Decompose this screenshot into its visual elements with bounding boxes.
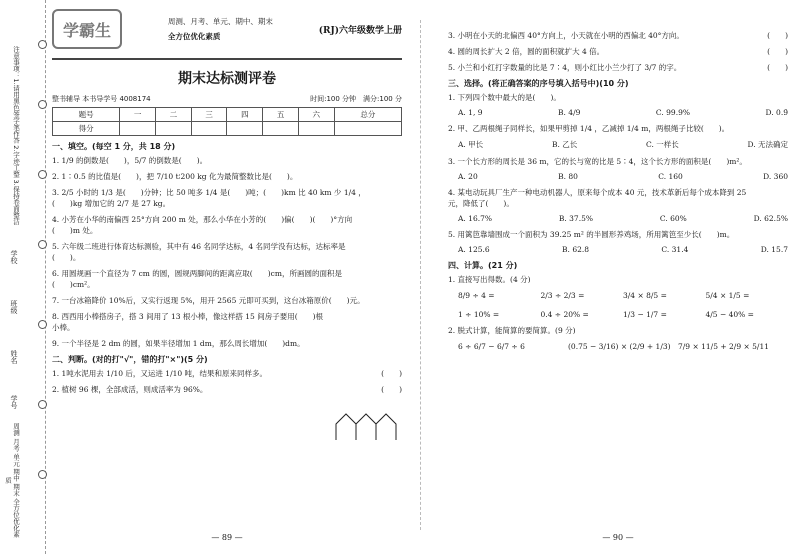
question: 2. 1∶0.5 的比值是( )，把 7/10 t∶200 kg 化为最简整数比是( )。 <box>52 172 298 181</box>
judge-text: 5. 小兰和小红打字数量的比是 7∶4，则小红比小兰少打了 3/7 的字。 <box>448 63 682 72</box>
option: C. 99.9% <box>655 108 690 117</box>
time-limit: 时间:100 分钟 <box>310 95 357 103</box>
score-header: 三 <box>191 108 227 122</box>
calc-item: 2/3 ÷ 2/3 = <box>540 291 585 300</box>
score-header: 六 <box>298 108 334 122</box>
calc-step-item: 6 ÷ 6/7 − 6/7 ÷ 6 <box>458 342 525 351</box>
notice-strip: 注意事项：1.请用黑色签字笔作答 2.字迹工整 3.保持卷面整洁 <box>12 45 20 225</box>
score-row-label: 得分 <box>53 122 120 136</box>
answer-paren[interactable]: ( ) <box>381 369 402 378</box>
exam-tags: 周测、月考、单元、期中、期末 <box>167 17 273 26</box>
section-calc: 四、计算。(21 分) <box>448 261 518 270</box>
page-number: — 90 — <box>602 533 634 542</box>
score-header: 题号 <box>53 108 120 122</box>
house-sticks-figure <box>334 412 398 442</box>
field-name: 姓名 <box>10 350 18 364</box>
option: B. 乙长 <box>551 140 578 149</box>
choice-options <box>458 139 788 150</box>
brand-strip: 周测 月考 单元 期中 期末 全方位优化素质 <box>4 422 20 538</box>
option: A. 16.7% <box>458 214 493 223</box>
calc-grid <box>458 291 788 319</box>
option: D. 360 <box>763 172 788 181</box>
question: 8. 西西用小棒搭房子，搭 3 间用了 13 根小棒，像这样搭 15 间房子要用( )根小棒。 <box>52 312 324 332</box>
calc-item: 8/9 ÷ 4 = <box>458 291 495 300</box>
calc-steps <box>458 342 788 351</box>
judge-text: 2. 植树 96 棵，全部成活，则成活率为 96%。 <box>52 385 208 394</box>
field-school: 学校 <box>10 250 18 264</box>
question: 5. 六年级二班进行体育达标测验，其中有 46 名同学达标，4 名同学没有达标，达标率是( )。 <box>52 242 346 262</box>
question: 4. 小芳在小华的南偏西 25°方向 200 m 处，那么小华在小芳的( )偏( )( )°方向( )m 处。 <box>52 215 353 235</box>
option: D. 0.9̇ <box>765 108 788 117</box>
calc-item: 1 ÷ 10% = <box>458 310 500 319</box>
choice-options <box>458 214 788 223</box>
option: A. 20 <box>458 172 478 181</box>
binding-hole <box>38 40 47 49</box>
choice-question: 2. 甲、乙两根绳子同样长，如果甲剪掉 1/4 ，乙减掉 1/4 m，两根绳子比较( )。 <box>448 124 730 133</box>
judge-text: 1. 1吨水泥用去 1/10 后，又运进 1/10 吨，结果和原来同样多。 <box>52 369 268 378</box>
binding-hole <box>38 100 47 109</box>
judge-item <box>448 30 788 41</box>
score-cell[interactable] <box>227 122 263 136</box>
brand-logo: 学霸生 <box>52 9 122 49</box>
option: A. 甲长 <box>458 140 484 149</box>
answer-paren[interactable]: ( ) <box>767 31 788 40</box>
section-choice: 三、选择。(将正确答案的序号填入括号中)(10 分) <box>448 79 629 88</box>
calc-item: 3/4 × 8/5 = <box>623 291 667 300</box>
option: C. 31.4 <box>661 245 689 254</box>
calc-item: 5/4 × 1/5 = <box>705 291 750 300</box>
binding-margin <box>0 0 46 554</box>
option: B. 37.5% <box>558 214 593 223</box>
score-header: 一 <box>120 108 156 122</box>
option: C. 160 <box>658 172 683 181</box>
page-90 <box>448 0 788 554</box>
option: A. 1, 9 <box>458 108 483 117</box>
calc-item: 4/5 − 40% = <box>705 310 754 319</box>
grade-title: (RJ)六年级数学上册 <box>318 25 402 36</box>
score-cell[interactable] <box>191 122 227 136</box>
score-header: 二 <box>156 108 192 122</box>
answer-paren[interactable]: ( ) <box>767 63 788 72</box>
slogan: 全方位优化素质 <box>167 32 221 41</box>
page-89 <box>52 0 402 554</box>
judge-item <box>52 368 402 379</box>
judge-text: 4. 圆的周长扩大 2 倍，圆的面积就扩大 4 倍。 <box>448 47 605 56</box>
binding-hole <box>38 170 47 179</box>
page-header <box>52 0 402 60</box>
judge-item <box>448 46 788 57</box>
choice-question: 4. 某电动玩具厂生产一种电动机器人，原来每个成本 40 元，技术革新后每个成本降到 25 元，降低了( )。 <box>448 188 747 208</box>
judge-item <box>52 384 402 395</box>
calc-instruction: 1. 直接写出得数。(4 分) <box>448 275 531 284</box>
judge-text: 3. 小明在小天的北偏西 40°方向上，小天就在小明的西偏北 40°方向。 <box>448 31 684 40</box>
page-divider <box>420 20 421 530</box>
section-judge: 二、判断。(对的打"√"，错的打"×")(5 分) <box>52 355 208 364</box>
score-header: 四 <box>227 108 263 122</box>
score-cell[interactable] <box>263 122 299 136</box>
section-fill: 一、填空。(每空 1 分，共 18 分) <box>52 142 176 151</box>
calc-item: 1/3 − 1/7 = <box>623 310 667 319</box>
option: D. 62.5% <box>753 214 788 223</box>
calc-step-item: (0.75 − 3/16) × (2/9 + 1/3) <box>568 342 671 351</box>
score-header: 五 <box>263 108 299 122</box>
score-cell[interactable] <box>156 122 192 136</box>
answer-paren[interactable]: ( ) <box>381 385 402 394</box>
choice-options <box>458 108 788 117</box>
field-class: 班级 <box>10 300 18 314</box>
option: D. 15.7 <box>760 245 788 254</box>
choice-question: 3. 一个长方形的周长是 36 m，它的长与宽的比是 5∶4，这个长方形的面积是( )m²。 <box>448 157 747 166</box>
question: 1. 1/9 的倒数是( )，5/7 的倒数是( )。 <box>52 156 208 165</box>
score-cell[interactable] <box>298 122 334 136</box>
calc-instruction: 2. 脱式计算，能简算的要简算。(9 分) <box>448 326 576 335</box>
score-cell[interactable] <box>120 122 156 136</box>
page-number: — 89 — <box>211 533 243 542</box>
calc-item: 0.4 ÷ 20% = <box>540 310 589 319</box>
binding-hole <box>38 400 47 409</box>
page-title: 期末达标测评卷 <box>178 71 276 87</box>
score-header: 总分 <box>334 108 401 122</box>
question: 9. 一个半径是 2 dm 的圆，如果半径增加 1 dm，那么周长增加( )dm。 <box>52 339 305 348</box>
binding-hole <box>38 470 47 479</box>
option: C. 60% <box>659 214 687 223</box>
question: 6. 用圆规画一个直径为 7 cm 的圆，圆规两脚间的距离应取( )cm，所画圆的面积是( )cm²。 <box>52 269 342 289</box>
calc-step-item: 7/9 × 11/5 + 2/9 × 5/11 <box>678 342 769 351</box>
exam-info <box>52 94 402 104</box>
binding-hole <box>38 240 47 249</box>
option: B. 62.8 <box>562 245 590 254</box>
field-id: 学号 <box>10 395 18 409</box>
option: A. 125.6 <box>458 245 490 254</box>
answer-paren[interactable]: ( ) <box>767 47 788 56</box>
hotline: 整书辅导 本书导学号 4008174 <box>52 95 151 103</box>
judge-item <box>448 62 788 73</box>
binding-hole <box>38 320 47 329</box>
score-table <box>52 107 402 136</box>
choice-question: 5. 用篱笆靠墙围成一个面积为 39.25 m² 的半圆形养鸡场，所用篱笆至少长( )m。 <box>448 230 735 239</box>
choice-options <box>458 172 788 181</box>
choice-options <box>458 245 788 254</box>
question: 3. 2/5 小时的 1/3 是( )分钟；比 50 吨多 1/4 是( )吨；( )km 比 40 km 少 1/4 ，( )kg 增加它的 2/7 是 27 kg。 <box>52 188 366 208</box>
option: D. 无法确定 <box>747 140 788 149</box>
option: B. 80 <box>558 172 578 181</box>
option: C. 一样长 <box>645 140 679 149</box>
score-cell[interactable] <box>334 122 401 136</box>
full-score: 满分:100 分 <box>363 95 402 103</box>
question: 7. 一台冰箱降价 10%后，又实行返现 5%，用开 2565 元即可买到，这台冰箱原价( )元。 <box>52 296 365 305</box>
option: B. 4/9 <box>558 108 581 117</box>
choice-question: 1. 下列四个数中最大的是( )。 <box>448 93 561 102</box>
